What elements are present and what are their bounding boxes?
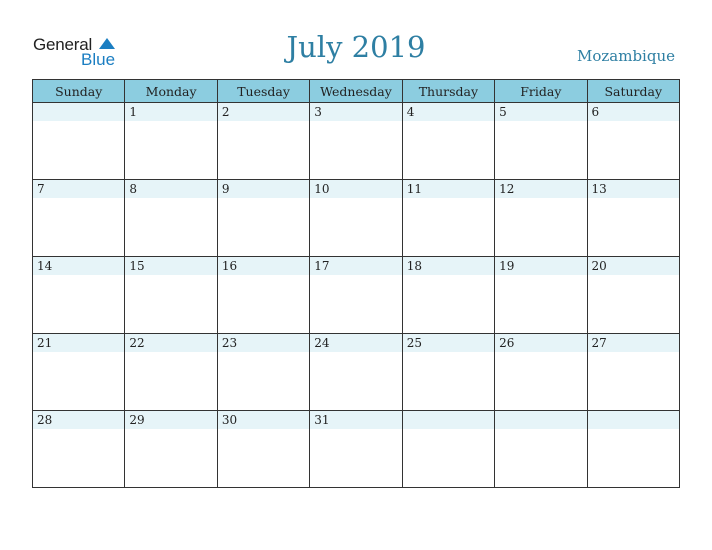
day-number: 3 xyxy=(314,105,322,119)
day-cell xyxy=(402,103,494,180)
weekday-header: Saturday xyxy=(587,80,679,103)
day-cell xyxy=(402,257,494,334)
day-number: 20 xyxy=(591,259,607,273)
day-number: 19 xyxy=(499,259,515,273)
day-cell xyxy=(310,180,402,257)
day-cell xyxy=(402,334,494,411)
day-cell xyxy=(310,257,402,334)
weekday-header: Wednesday xyxy=(310,80,402,103)
weekday-header: Tuesday xyxy=(217,80,309,103)
weekday-header: Thursday xyxy=(402,80,494,103)
day-cell xyxy=(310,411,402,488)
day-number: 9 xyxy=(221,182,230,196)
day-number: 28 xyxy=(37,413,53,427)
day-number: 31 xyxy=(314,413,330,427)
day-number: 16 xyxy=(221,259,238,273)
day-cell xyxy=(587,180,679,257)
day-number: 14 xyxy=(37,259,53,273)
week-row xyxy=(33,411,680,488)
weekday-header-row xyxy=(33,80,680,103)
day-cell xyxy=(33,334,125,411)
day-cell xyxy=(125,180,217,257)
day-cell xyxy=(495,411,587,488)
day-number: 5 xyxy=(499,105,507,119)
calendar-title: July 2019 xyxy=(286,30,426,64)
day-number: 25 xyxy=(406,336,422,350)
day-cell xyxy=(310,334,402,411)
day-number: 4 xyxy=(406,105,415,119)
week-row xyxy=(33,180,680,257)
day-number: 18 xyxy=(406,259,422,273)
day-cell xyxy=(33,103,125,180)
day-number: 7 xyxy=(37,182,45,196)
day-number: 23 xyxy=(221,336,238,350)
day-cell xyxy=(217,411,309,488)
day-cell xyxy=(33,411,125,488)
day-number: 6 xyxy=(591,105,600,119)
week-row xyxy=(33,334,680,411)
day-cell xyxy=(495,180,587,257)
weekday-header: Monday xyxy=(125,80,217,103)
week-row xyxy=(33,257,680,334)
day-number: 12 xyxy=(499,182,515,196)
day-cell xyxy=(587,103,679,180)
day-number: 26 xyxy=(499,336,515,350)
day-cell xyxy=(125,411,217,488)
day-number: 27 xyxy=(591,336,607,350)
day-cell xyxy=(402,180,494,257)
day-number: 21 xyxy=(37,336,53,350)
weekday-header: Friday xyxy=(495,80,587,103)
day-cell xyxy=(217,334,309,411)
day-number: 15 xyxy=(129,259,145,273)
day-cell xyxy=(33,180,125,257)
day-cell xyxy=(495,103,587,180)
day-number: 22 xyxy=(129,336,145,350)
day-number: 1 xyxy=(129,105,138,119)
day-cell xyxy=(310,103,402,180)
day-cell xyxy=(125,257,217,334)
day-cell xyxy=(587,257,679,334)
day-cell xyxy=(33,257,125,334)
day-cell xyxy=(495,257,587,334)
day-cell xyxy=(217,180,309,257)
day-cell xyxy=(125,334,217,411)
day-number: 29 xyxy=(129,413,145,427)
weekday-header: Sunday xyxy=(33,80,125,103)
day-number: 30 xyxy=(221,413,238,427)
day-cell xyxy=(495,334,587,411)
day-number: 10 xyxy=(314,182,330,196)
day-cell xyxy=(402,411,494,488)
logo-general-text: General xyxy=(33,35,93,54)
day-number: 24 xyxy=(314,336,330,350)
day-number: 11 xyxy=(406,182,422,196)
day-number: 8 xyxy=(129,182,138,196)
day-cell xyxy=(587,334,679,411)
day-cell xyxy=(125,103,217,180)
calendar-grid xyxy=(32,79,680,488)
day-number: 13 xyxy=(591,182,607,196)
country-label: Mozambique xyxy=(577,47,675,65)
day-cell xyxy=(217,257,309,334)
logo-blue-text: Blue xyxy=(81,50,116,69)
day-number: 17 xyxy=(314,259,330,273)
day-number: 2 xyxy=(221,105,230,119)
week-row xyxy=(33,103,680,180)
day-cell xyxy=(587,411,679,488)
day-cell xyxy=(217,103,309,180)
